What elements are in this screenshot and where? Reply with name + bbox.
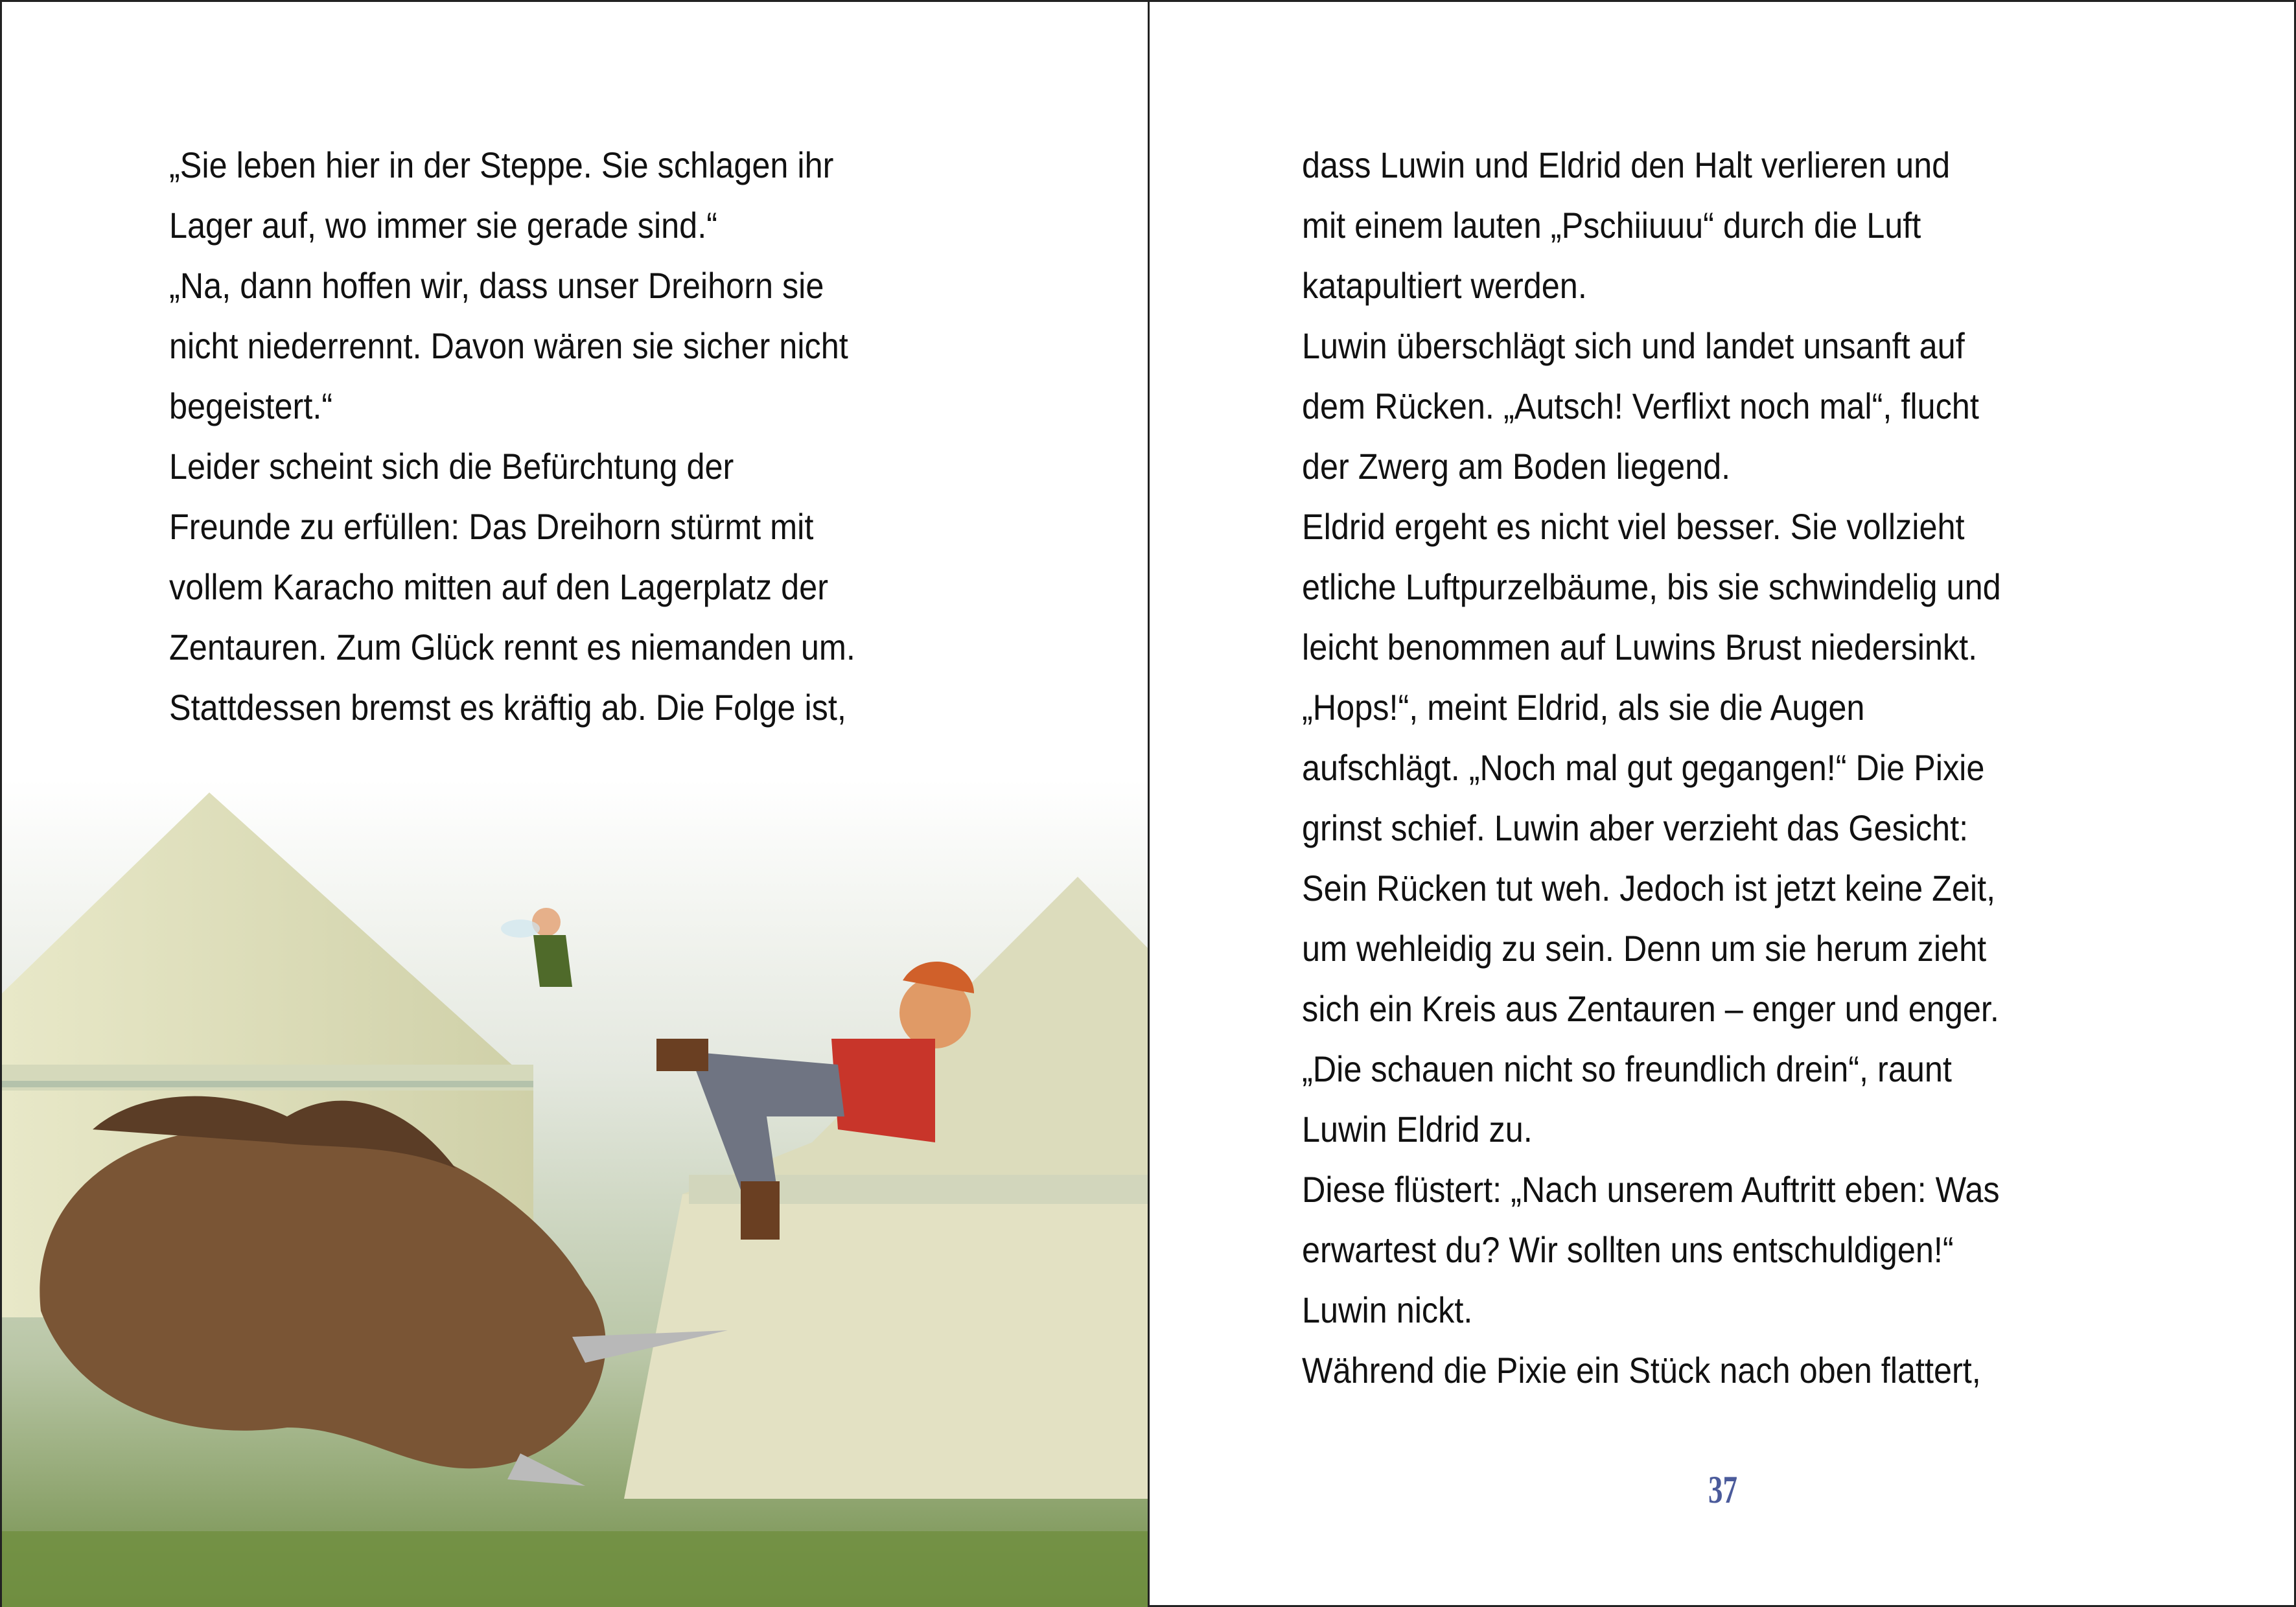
grass (2, 1531, 1148, 1607)
text-line: Luwin Eldrid zu. (1302, 1109, 1533, 1150)
right-page-text (1302, 135, 2078, 1400)
text-line: grinst schief. Luwin aber verzieht das Gesicht: (1302, 807, 1969, 848)
page-number: 37 (1708, 1468, 1737, 1511)
text-line: Sein Rücken tut weh. Jedoch ist jetzt keine Zeit, (1302, 868, 1996, 908)
text-line: begeistert.“ (169, 386, 333, 426)
text-line: „Sie leben hier in der Steppe. Sie schlagen ihr (169, 145, 834, 185)
text-line: katapultiert werden. (1302, 265, 1587, 306)
text-line: Eldrid ergeht es nicht viel besser. Sie vollzieht (1302, 506, 1965, 547)
text-line: sich ein Kreis aus Zentauren – enger und enger. (1302, 988, 1999, 1029)
text-line: „Hops!“, meint Eldrid, als sie die Augen (1302, 687, 1865, 728)
text-line: Zentauren. Zum Glück rennt es niemanden um. (169, 627, 855, 667)
text-line: Diese flüstert: „Nach unserem Auftritt eben: Was (1302, 1169, 2000, 1210)
text-line: etliche Luftpurzelbäume, bis sie schwindelig und (1302, 566, 2001, 607)
text-line: Leider scheint sich die Befürchtung der (169, 446, 734, 487)
right-page (1148, 0, 2296, 1607)
text-line: dem Rücken. „Autsch! Verflixt noch mal“, flucht (1302, 386, 1979, 426)
text-line: Luwin überschlägt sich und landet unsanft auf (1302, 325, 1965, 366)
text-line: mit einem lauten „Pschiiuuu“ durch die Luft (1302, 205, 1921, 246)
illustration-centaur-camp (2, 780, 1148, 1607)
text-line: der Zwerg am Boden liegend. (1302, 446, 1731, 487)
text-line: „Na, dann hoffen wir, dass unser Dreihorn sie (169, 265, 824, 306)
left-page-text (169, 135, 932, 737)
text-line: Lager auf, wo immer sie gerade sind.“ (169, 205, 717, 246)
text-line: erwartest du? Wir sollten uns entschuldigen!“ (1302, 1229, 1954, 1270)
text-line: dass Luwin und Eldrid den Halt verlieren und (1302, 145, 1951, 185)
text-line: Stattdessen bremst es kräftig ab. Die Folge ist, (169, 687, 846, 728)
text-line: aufschlägt. „Noch mal gut gegangen!“ Die Pixie (1302, 747, 1985, 788)
text-line: „Die schauen nicht so freundlich drein“, raunt (1302, 1048, 1952, 1089)
text-line: Während die Pixie ein Stück nach oben flattert, (1302, 1350, 1981, 1391)
text-line: Luwin nickt. (1302, 1289, 1473, 1330)
text-line: Freunde zu erfüllen: Das Dreihorn stürmt mit (169, 506, 814, 547)
text-line: vollem Karacho mitten auf den Lagerplatz der (169, 566, 828, 607)
text-line: um wehleidig zu sein. Denn um sie herum zieht (1302, 928, 1987, 969)
text-line: nicht niederrennt. Davon wären sie sicher nicht (169, 325, 848, 366)
text-line: leicht benommen auf Luwins Brust niedersinkt. (1302, 627, 1978, 667)
